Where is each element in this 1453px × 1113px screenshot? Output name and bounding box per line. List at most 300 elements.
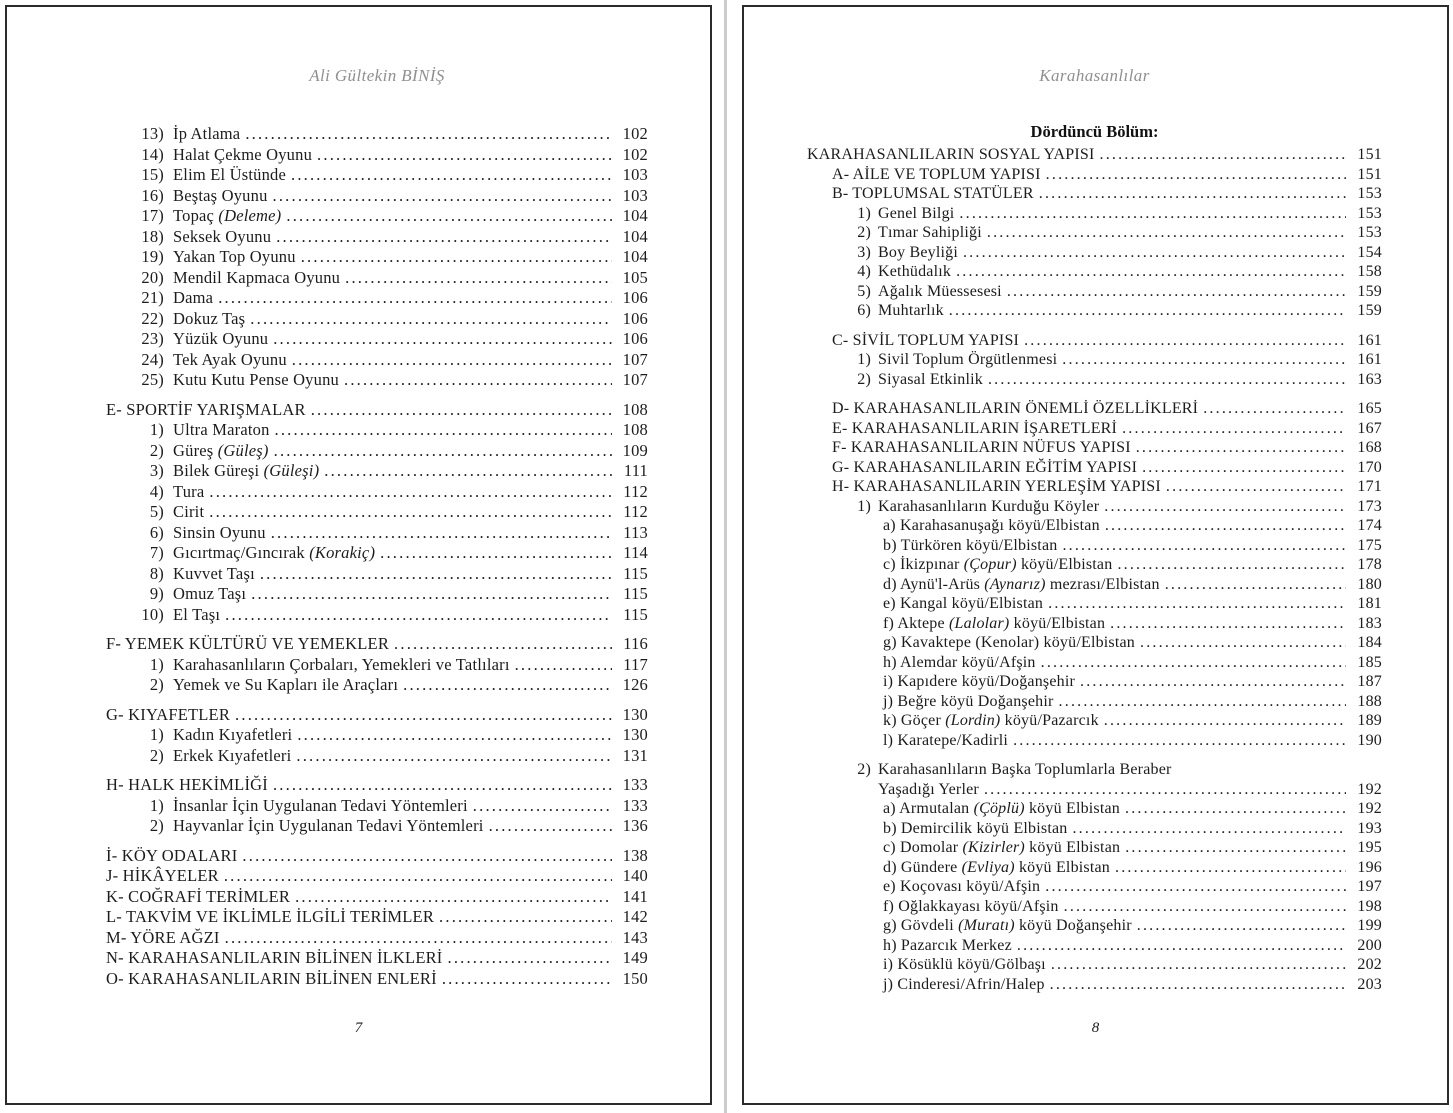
- dot-leader: [1125, 838, 1346, 858]
- toc-entry: [106, 655, 648, 676]
- toc-entry-number: 16): [141, 185, 164, 205]
- toc-entry-page: 178: [1357, 556, 1382, 573]
- dot-leader: [1142, 458, 1346, 478]
- toc-entry: [106, 247, 648, 268]
- toc-entry-number: 1): [149, 420, 164, 439]
- toc-entry-page: 106: [622, 308, 648, 328]
- right-page: [742, 5, 1449, 1105]
- toc-entry-label: i) Kösüklü köyü/Gölbaşı: [883, 956, 1046, 973]
- toc-entry: [106, 816, 648, 837]
- toc-entry-page: 112: [623, 502, 648, 521]
- toc-entry: [106, 705, 648, 726]
- dot-leader: [1115, 858, 1346, 878]
- toc-entry-label: Ultra Maraton: [173, 420, 270, 439]
- dot-leader: [1140, 633, 1346, 653]
- dot-leader: [295, 887, 612, 908]
- toc-entry: [807, 897, 1382, 917]
- toc-entry-label: Tura: [173, 481, 205, 501]
- dot-leader: [311, 400, 612, 421]
- dot-leader: [209, 482, 612, 503]
- toc-entry-number: 21): [141, 288, 164, 307]
- dot-leader: [963, 243, 1346, 263]
- toc-entry-label: f) Aktepe (Lalolar) köyü/Elbistan: [883, 614, 1106, 632]
- toc-entry-page: 130: [622, 704, 648, 724]
- toc-entry: [807, 282, 1382, 302]
- toc-entry-label: g) Kavaktepe (Kenolar) köyü/Elbistan: [883, 634, 1136, 651]
- toc-entry: [106, 370, 648, 391]
- dot-leader: [439, 907, 612, 928]
- toc-entry-number: 7): [149, 543, 164, 562]
- toc-entry: [106, 124, 648, 145]
- dot-leader: [987, 223, 1346, 243]
- toc-entry-page: 115: [623, 584, 648, 603]
- dot-leader: [344, 370, 612, 391]
- toc-entry: [807, 936, 1382, 956]
- toc-entry: [106, 502, 648, 523]
- toc-entry-number: 25): [141, 370, 164, 389]
- toc-entry-number: 5): [857, 282, 871, 300]
- dot-leader: [1104, 497, 1346, 517]
- toc-entry: [807, 165, 1382, 185]
- toc-entry-number: 1): [857, 204, 871, 222]
- toc-entry-label: b) Türkören köyü/Elbistan: [883, 536, 1058, 554]
- toc-entry-page: 112: [623, 481, 648, 501]
- toc-entry: [106, 441, 648, 462]
- toc-entry: [106, 145, 648, 166]
- dot-leader: [1045, 877, 1346, 897]
- toc-entry-label: İnsanlar İçin Uygulanan Tedavi Yöntemleri: [173, 795, 468, 815]
- toc-entry-page: 103: [622, 185, 648, 205]
- dot-leader: [1051, 955, 1346, 975]
- toc-entry-page: 106: [622, 288, 648, 307]
- dot-leader: [273, 775, 612, 796]
- toc-entry-label: Tımar Sahipliği: [878, 224, 982, 241]
- dot-leader: [1064, 897, 1346, 917]
- toc-entry-page: 174: [1357, 517, 1382, 534]
- dot-leader: [218, 288, 612, 309]
- toc-entry: [106, 866, 648, 887]
- dot-leader: [1048, 594, 1346, 614]
- toc-entry-label: Beştaş Oyunu: [173, 185, 268, 205]
- toc-entry: [807, 477, 1382, 497]
- dot-leader: [273, 329, 612, 350]
- dot-leader: [442, 969, 612, 990]
- toc-entry-page: 141: [622, 886, 648, 906]
- dot-leader: [291, 165, 612, 186]
- toc-entry-label: d) Aynü'l-Arüs (Aynarız) mezrası/Elbistan: [883, 575, 1160, 593]
- toc-entry-page: 199: [1357, 917, 1382, 934]
- toc-entry-page: 200: [1357, 936, 1382, 954]
- dot-leader: [1059, 692, 1346, 712]
- toc-entry: [106, 948, 648, 969]
- toc-entry-page: 158: [1357, 263, 1382, 280]
- toc-entry-page: 180: [1357, 575, 1382, 593]
- toc-list-right: [807, 145, 1382, 994]
- toc-list-left: [106, 124, 648, 989]
- toc-entry-page: 151: [1357, 146, 1382, 163]
- toc-entry-label: Boy Beyliği: [878, 243, 958, 261]
- dot-leader: [1062, 350, 1346, 370]
- toc-entry-page: 188: [1357, 692, 1382, 710]
- toc-entry-label: Kadın Kıyafetleri: [173, 725, 293, 744]
- dot-leader: [224, 866, 612, 887]
- dot-leader: [1105, 516, 1346, 536]
- toc-entry: [807, 877, 1382, 897]
- toc-entry: [807, 370, 1382, 390]
- toc-entry-page: 108: [622, 399, 648, 419]
- toc-entry-page: 159: [1357, 282, 1382, 300]
- dot-leader: [260, 564, 612, 585]
- toc-entry: [807, 672, 1382, 692]
- toc-entry-label: Seksek Oyunu: [173, 226, 272, 246]
- toc-entry-page: 161: [1357, 351, 1382, 368]
- toc-entry-label: c) Domolar (Kizirler) köyü Elbistan: [883, 839, 1121, 856]
- toc-entry: [106, 775, 648, 796]
- toc-entry-label: d) Gündere (Evliya) köyü Elbistan: [883, 858, 1110, 876]
- page-number-left: 7: [354, 1020, 363, 1036]
- toc-entry: [106, 928, 648, 949]
- toc-entry-label: e) Koçovası köyü/Afşin: [883, 878, 1041, 895]
- toc-entry-page: 108: [622, 420, 648, 439]
- dot-leader: [1007, 282, 1346, 302]
- toc-entry-page: 114: [623, 543, 648, 562]
- toc-entry-number: 24): [141, 349, 164, 369]
- toc-entry: [106, 675, 648, 696]
- toc-entry-page: 138: [622, 845, 648, 865]
- dot-leader: [1039, 184, 1346, 204]
- toc-entry-label: Genel Bilgi: [878, 204, 955, 222]
- toc-entry-page: 133: [622, 795, 648, 815]
- toc-entry-page: 104: [622, 206, 648, 225]
- dot-leader: [245, 124, 612, 145]
- toc-entry: [807, 243, 1382, 263]
- toc-entry: [106, 523, 648, 544]
- toc-entry-label: B- TOPLUMSAL STATÜLER: [832, 185, 1034, 202]
- toc-entry: [807, 594, 1382, 614]
- dot-leader: [251, 584, 612, 605]
- toc-entry-number: 19): [141, 247, 164, 266]
- toc-entry-number: 1): [857, 497, 871, 515]
- toc-entry-page: 175: [1357, 536, 1382, 554]
- toc-entry-page: 142: [622, 907, 648, 926]
- toc-entry-label: Karahasanlıların Başka Toplumlarla Beraber: [878, 761, 1172, 778]
- dot-leader: [271, 523, 612, 544]
- toc-entry-number: 10): [141, 604, 164, 624]
- toc-entry-label: Sinsin Oyunu: [173, 522, 266, 542]
- toc-entry-page: 131: [622, 745, 648, 765]
- toc-entry-label: Kethüdalık: [878, 263, 952, 280]
- toc-entry-label: L- TAKVİM VE İKLİMLE İLGİLİ TERİMLER: [106, 907, 435, 926]
- dot-leader: [296, 746, 612, 767]
- dot-leader: [292, 350, 612, 371]
- toc-entry-label: İ- KÖY ODALARI: [106, 845, 238, 865]
- toc-entry-label: Dokuz Taş: [173, 308, 246, 328]
- toc-entry-label: Muhtarlık: [878, 302, 944, 319]
- toc-entry: [106, 206, 648, 227]
- toc-entry-page: 104: [622, 247, 648, 266]
- toc-entry-number: 2): [857, 224, 871, 241]
- dot-leader: [345, 268, 612, 289]
- toc-entry: [807, 731, 1382, 751]
- dot-leader: [225, 605, 612, 626]
- toc-entry-label: Topaç (Deleme): [173, 206, 282, 225]
- toc-entry-page: 159: [1357, 302, 1382, 319]
- dot-leader: [984, 780, 1346, 800]
- toc-entry-page: 171: [1357, 478, 1382, 495]
- toc-entry-label: G- KARAHASANLILARIN EĞİTİM YAPISI: [832, 458, 1138, 476]
- dot-leader: [242, 846, 612, 867]
- dot-leader: [1166, 477, 1346, 497]
- toc-entry-page: 168: [1357, 439, 1382, 456]
- toc-entry-page: 197: [1357, 878, 1382, 895]
- dot-leader: [317, 145, 612, 166]
- toc-entry-number: 2): [857, 761, 871, 778]
- toc-entry: [807, 204, 1382, 224]
- toc-entry-label: k) Göçer (Lordin) köyü/Pazarcık: [883, 712, 1099, 729]
- toc-entry: [106, 227, 648, 248]
- toc-entry-number: 15): [141, 165, 164, 184]
- toc-entry: [807, 145, 1382, 165]
- toc-entry-number: 2): [149, 816, 164, 835]
- toc-entry-label: j) Cinderesi/Afrin/Halep: [883, 975, 1045, 993]
- toc-entry-page: 195: [1357, 839, 1382, 856]
- toc-entry-number: 2): [149, 675, 164, 694]
- toc-entry: [807, 692, 1382, 712]
- page-number-right: 8: [1091, 1020, 1100, 1036]
- toc-entry-page: 198: [1357, 897, 1382, 915]
- toc-entry: [807, 760, 1382, 780]
- toc-entry-number: 3): [857, 243, 871, 261]
- toc-entry: [807, 780, 1382, 800]
- toc-entry: [807, 653, 1382, 673]
- toc-entry-label: Kutu Kutu Pense Oyunu: [173, 370, 339, 389]
- toc-entry-page: 193: [1357, 819, 1382, 837]
- toc-entry: [106, 420, 648, 441]
- dot-leader: [473, 796, 612, 817]
- toc-entry-number: 1): [149, 795, 164, 815]
- dot-leader: [1136, 438, 1346, 458]
- toc-entry-label: b) Demircilik köyü Elbistan: [883, 819, 1068, 837]
- toc-entry-number: 17): [141, 206, 164, 225]
- chapter-title: Dördüncü Bölüm:: [1030, 122, 1159, 141]
- dot-leader: [1110, 614, 1346, 634]
- dot-leader: [276, 227, 612, 248]
- toc-entry-page: 117: [623, 654, 648, 674]
- toc-entry-page: 190: [1357, 731, 1382, 749]
- toc-entry-page: 173: [1357, 497, 1382, 515]
- toc-entry-page: 107: [622, 349, 648, 369]
- toc-entry-label: N- KARAHASANLILARIN BİLİNEN İLKLERİ: [106, 948, 443, 967]
- dot-leader: [448, 948, 613, 969]
- toc-entry-page: 115: [623, 604, 648, 624]
- dot-leader: [1125, 799, 1346, 819]
- toc-entry-label: E- KARAHASANLILARIN İŞARETLERİ: [832, 419, 1118, 437]
- toc-entry: [106, 796, 648, 817]
- dot-leader: [1046, 165, 1346, 185]
- toc-entry: [106, 186, 648, 207]
- toc-entry: [106, 564, 648, 585]
- toc-entry: [807, 438, 1382, 458]
- toc-entry-label: El Taşı: [173, 604, 221, 624]
- dot-leader: [403, 675, 612, 696]
- dot-leader: [1013, 731, 1346, 751]
- toc-entry-label: Erkek Kıyafetleri: [173, 745, 292, 765]
- toc-entry-page: 153: [1357, 224, 1382, 241]
- toc-entry-page: 196: [1357, 858, 1382, 876]
- toc-entry-label: Omuz Taşı: [173, 584, 247, 603]
- toc-entry-page: 102: [622, 144, 648, 164]
- toc-entry-label: e) Kangal köyü/Elbistan: [883, 595, 1044, 612]
- dot-leader: [956, 262, 1346, 282]
- toc-entry-page: 181: [1357, 595, 1382, 612]
- toc-entry: [807, 838, 1382, 858]
- toc-entry-label: i) Kapıdere köyü/Doğanşehir: [883, 673, 1076, 690]
- toc-entry-label: H- HALK HEKİMLİĞİ: [106, 775, 268, 794]
- dot-leader: [1024, 331, 1346, 351]
- toc-entry: [106, 846, 648, 867]
- toc-entry: [106, 309, 648, 330]
- dot-leader: [1080, 672, 1346, 692]
- toc-entry: [807, 184, 1382, 204]
- toc-entry-label: Bilek Güreşi (Güleşi): [173, 461, 320, 480]
- toc-entry-label: O- KARAHASANLILARIN BİLİNEN ENLERİ: [106, 968, 437, 988]
- toc-entry-page: 140: [622, 866, 648, 885]
- toc-entry-label: Elim El Üstünde: [173, 165, 286, 184]
- dot-leader: [1137, 916, 1346, 936]
- toc-entry-number: 3): [149, 461, 164, 480]
- toc-entry: [807, 575, 1382, 595]
- toc-entry-number: 1): [149, 725, 164, 744]
- toc-entry-label: a) Armutalan (Çöplü) köyü Elbistan: [883, 800, 1121, 817]
- dot-leader: [273, 186, 612, 207]
- toc-entry-page: 115: [623, 563, 648, 583]
- toc-entry: [807, 399, 1382, 419]
- dot-leader: [1017, 936, 1346, 956]
- toc-entry-number: 4): [149, 481, 164, 501]
- toc-entry-label: Yüzük Oyunu: [173, 329, 269, 348]
- dot-leader: [274, 441, 612, 462]
- toc-entry-page: 192: [1357, 780, 1382, 798]
- toc-entry: [807, 301, 1382, 321]
- toc-entry: [807, 497, 1382, 517]
- toc-entry-page: 189: [1357, 712, 1382, 729]
- dot-leader: [1203, 399, 1346, 419]
- toc-entry: [106, 329, 648, 350]
- dot-leader: [1072, 819, 1346, 839]
- toc-entry-number: 6): [149, 522, 164, 542]
- toc-entry-label: KARAHASANLILARIN SOSYAL YAPISI: [807, 146, 1095, 163]
- toc-entry-label: Yakan Top Oyunu: [173, 247, 296, 266]
- toc-entry-page: 104: [622, 226, 648, 246]
- toc-entry-page: 185: [1357, 653, 1382, 671]
- toc-entry-page: 105: [622, 267, 648, 287]
- toc-entry-page: 154: [1357, 243, 1382, 261]
- toc-entry-label: Hayvanlar İçin Uygulanan Tedavi Yöntemleri: [173, 816, 484, 835]
- toc-entry: [106, 400, 648, 421]
- toc-entry-number: 2): [149, 440, 164, 460]
- toc-entry: [807, 858, 1382, 878]
- left-page: [5, 5, 712, 1105]
- toc-entry-number: 8): [149, 563, 164, 583]
- toc-entry: [807, 799, 1382, 819]
- dot-leader: [988, 370, 1346, 390]
- toc-entry: [807, 536, 1382, 556]
- toc-entry: [106, 887, 648, 908]
- toc-entry-label: j) Beğre köyü Doğanşehir: [883, 692, 1054, 710]
- toc-entry-page: 111: [623, 461, 648, 480]
- toc-entry: [106, 165, 648, 186]
- toc-entry: [807, 555, 1382, 575]
- toc-entry: [106, 268, 648, 289]
- toc-entry: [106, 461, 648, 482]
- toc-entry: [807, 711, 1382, 731]
- toc-entry: [807, 614, 1382, 634]
- dot-leader: [1062, 536, 1346, 556]
- toc-entry-label: Karahasanlıların Çorbaları, Yemekleri ve Tatlıları: [173, 654, 510, 674]
- toc-entry-page: 113: [623, 522, 648, 542]
- toc-entry-page: 126: [622, 675, 648, 694]
- toc-entry-label: c) İkizpınar (Çopur) köyü/Elbistan: [883, 556, 1113, 573]
- toc-entry-page: 150: [622, 968, 648, 988]
- toc-entry-page: 106: [622, 329, 648, 348]
- toc-entry-number: 1): [857, 351, 871, 368]
- toc-entry-page: 109: [622, 440, 648, 460]
- toc-entry-page: 103: [622, 165, 648, 184]
- toc-entry: [106, 605, 648, 626]
- dot-leader: [301, 247, 612, 268]
- toc-entry-label: Siyasal Etkinlik: [878, 370, 983, 388]
- dot-leader: [1165, 575, 1346, 595]
- toc-entry-number: 22): [141, 308, 164, 328]
- toc-entry-label: Ağalık Müessesesi: [878, 282, 1002, 300]
- toc-entry: [106, 969, 648, 990]
- toc-entry-number: 14): [141, 144, 164, 164]
- toc-entry-label: Güreş (Güleş): [173, 440, 269, 460]
- toc-entry: [807, 458, 1382, 478]
- toc-entry: [106, 288, 648, 309]
- toc-entry-page: 102: [622, 124, 648, 143]
- toc-entry-number: 4): [857, 263, 871, 280]
- toc-entry-page: 187: [1357, 673, 1382, 690]
- toc-entry-page: 153: [1357, 185, 1382, 202]
- toc-entry-number: 6): [857, 302, 871, 319]
- toc-entry-label: Mendil Kapmaca Oyunu: [173, 267, 341, 287]
- toc-entry-label: K- COĞRAFİ TERİMLER: [106, 886, 291, 906]
- toc-entry-page: 167: [1357, 419, 1382, 437]
- toc-entry: [106, 543, 648, 564]
- toc-entry-label: D- KARAHASANLILARIN ÖNEMLİ ÖZELLİKLERİ: [832, 400, 1199, 417]
- toc-entry-label: C- SİVİL TOPLUM YAPISI: [832, 331, 1020, 349]
- toc-entry: [106, 634, 648, 655]
- toc-entry: [807, 819, 1382, 839]
- toc-entry: [807, 916, 1382, 936]
- toc-entry-page: 203: [1357, 975, 1382, 993]
- toc-entry-label: Sivil Toplum Örgütlenmesi: [878, 351, 1058, 368]
- toc-entry: [807, 975, 1382, 995]
- toc-entry-label: Cirit: [173, 502, 205, 521]
- toc-entry-label: h) Pazarcık Merkez: [883, 936, 1012, 954]
- dot-leader: [235, 705, 612, 726]
- toc-entry-label: Karahasanlıların Kurduğu Köyler: [878, 497, 1100, 515]
- toc-entry-label: J- HİKÂYELER: [106, 866, 219, 885]
- toc-entry-number: 13): [141, 124, 164, 143]
- running-header-book-title: Karahasanlılar: [1039, 66, 1150, 85]
- toc-entry-number: 18): [141, 226, 164, 246]
- toc-entry-label: l) Karatepe/Kadirli: [883, 731, 1009, 749]
- dot-leader: [394, 634, 612, 655]
- toc-entry-label: F- YEMEK KÜLTÜRÜ VE YEMEKLER: [106, 634, 390, 653]
- toc-entry-label: a) Karahasanuşağı köyü/Elbistan: [883, 517, 1100, 534]
